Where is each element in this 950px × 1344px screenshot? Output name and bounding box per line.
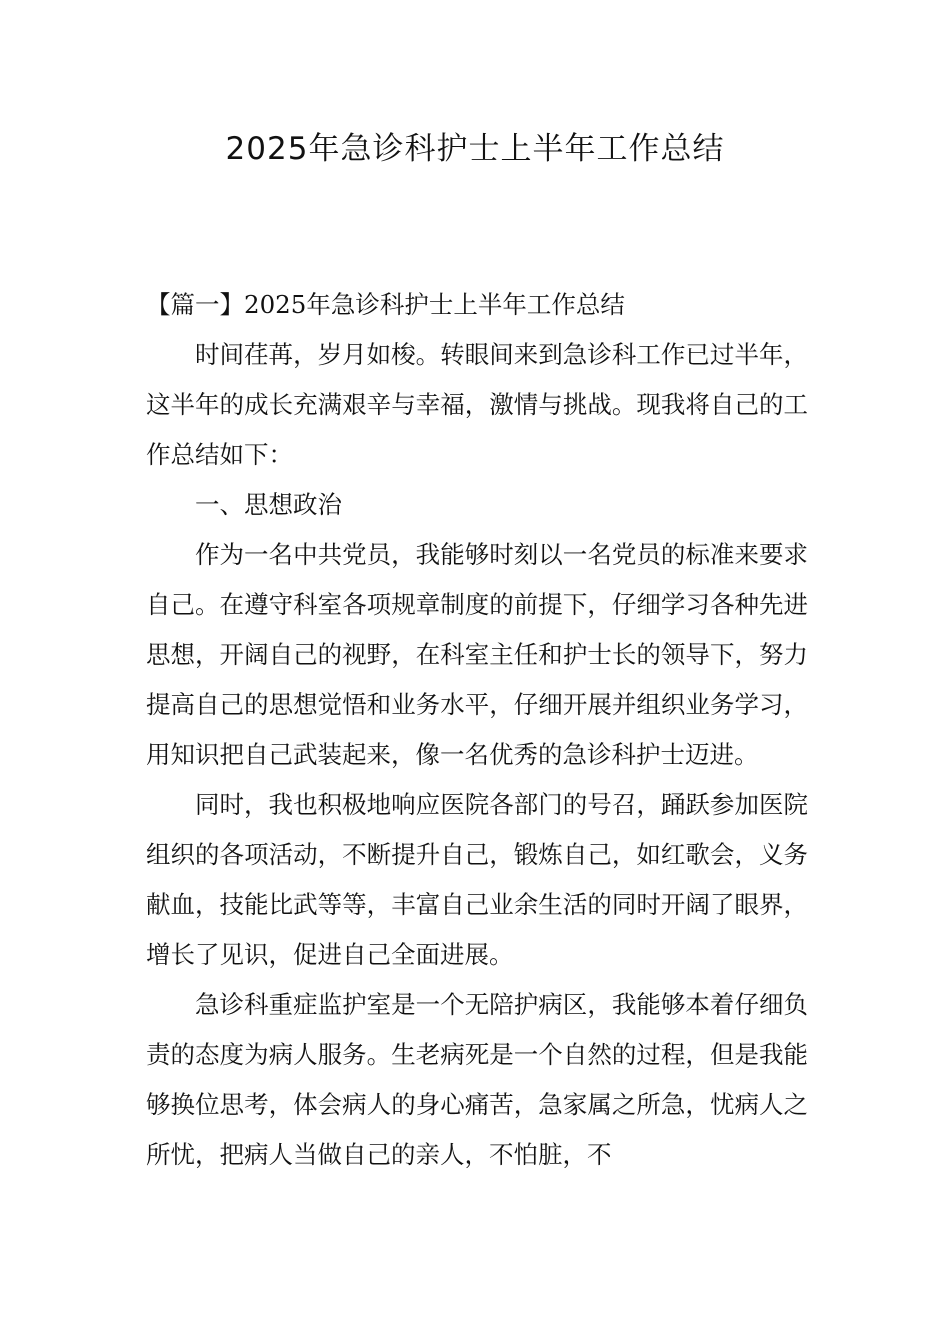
paragraph-intro: 时间荏苒，岁月如梭。转眼间来到急诊科工作已过半年，这半年的成长充满艰辛与幸福，激情与挑战。现我将自己的工作总结如下： (146, 340, 808, 469)
paragraph-party-member: 作为一名中共党员，我能够时刻以一名党员的标准来要求自己。在遵守科室各项规章制度的前提下，仔细学习各种先进思想，开阔自己的视野，在科室主任和护士长的领导下，努力提高自己的思想觉悟和业务水平，仔细开展并组织业务学习，用知识把自己武装起来，像一名优秀的急诊科护士迈进。 (146, 540, 808, 769)
document-title: 2025年急诊科护士上半年工作总结 (225, 131, 725, 167)
paragraph-icu-service: 急诊科重症监护室是一个无陪护病区，我能够本着仔细负责的态度为病人服务。生老病死是一个自然的过程，但是我能够换位思考，体会病人的身心痛苦，急家属之所急，忧病人之所忧，把病人当做自己的亲人，不怕脏，不 (146, 990, 808, 1169)
section-heading: 【篇一】2025年急诊科护士上半年工作总结 (146, 290, 625, 319)
subheading-ideology: 一、思想政治 (195, 490, 342, 519)
paragraph-hospital-activities: 同时，我也积极地响应医院各部门的号召，踊跃参加医院组织的各项活动，不断提升自己，锻炼自己，如红歌会，义务献血，技能比武等等，丰富自己业余生活的同时开阔了眼界，增长了见识，促进自己全面进展。 (146, 790, 808, 969)
document-body (146, 280, 808, 1180)
